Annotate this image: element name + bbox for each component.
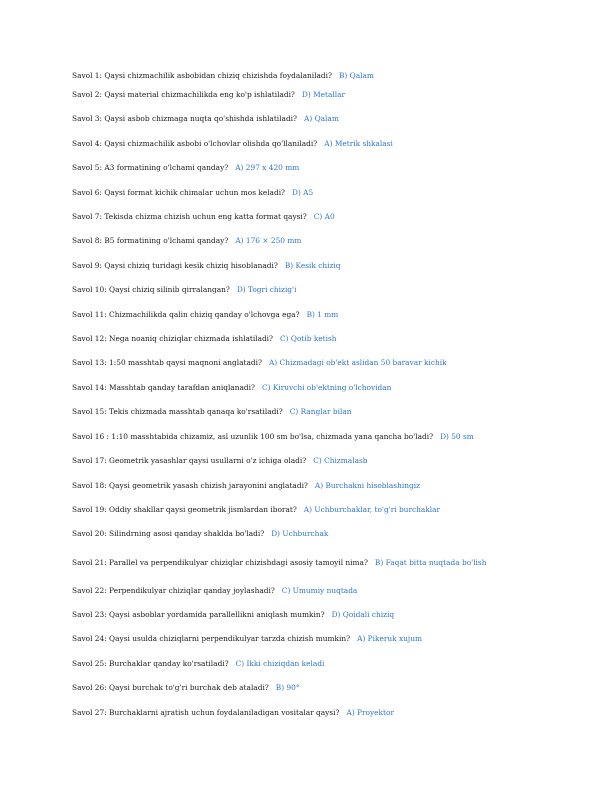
- answer-text: C) Chizmalasb: [313, 456, 368, 465]
- answer-text: D) 50 sm: [440, 432, 474, 441]
- question-item-17: [72, 456, 592, 466]
- answer-text: D) Qoidali chiziq: [331, 610, 395, 619]
- question-text: Savol 8: B5 formatining o'lchami qanday?: [72, 236, 229, 245]
- answer-text: C) Qotib ketish: [280, 334, 337, 343]
- question-text: Savol 17: Geometrik yasashlar qaysi usullarni o'z ichiga oladi?: [72, 456, 307, 465]
- question-text: Savol 7: Tekisda chizma chizish uchun eng katta format qaysi?: [72, 212, 307, 221]
- question-text: Savol 2: Qaysi material chizmachilikda eng ko'p ishlatiladi?: [72, 90, 295, 99]
- question-item-22: [72, 586, 592, 596]
- answer-text: A) Proyektor: [346, 708, 394, 717]
- question-item-20: [72, 529, 592, 539]
- question-text: Savol 24: Qaysi usulda chiziqlarni perpendikulyar tarzda chizish mumkin?: [72, 634, 351, 643]
- question-text: Savol 25: Burchaklar qanday ko'rsatiladi?: [72, 659, 229, 668]
- question-text: Savol 18: Qaysi geometrik yasash chizish jarayonini anglatadi?: [72, 481, 308, 490]
- question-item-11: [72, 310, 592, 320]
- question-item-23: [72, 610, 592, 620]
- question-item-9: [72, 261, 592, 271]
- question-item-3: [72, 114, 592, 124]
- question-text: Savol 13: 1:50 masshtab qaysi maqnoni anglatadi?: [72, 358, 262, 367]
- question-item-4: [72, 139, 592, 149]
- question-text: Savol 15: Tekis chizmada masshtab qanaqa ko'rsatiladi?: [72, 407, 283, 416]
- question-text: Savol 1: Qaysi chizmachilik asbobidan chiziq chizishda foydalaniladi?: [72, 71, 332, 80]
- question-text: Savol 11: Chizmachilikda qalin chiziq qanday o'lchovga ega?: [72, 310, 300, 319]
- question-text: Savol 3: Qaysi asbob chizmaga nuqta qo'shishda ishlatiladi?: [72, 114, 298, 123]
- answer-text: D) Uchburchak: [271, 529, 329, 538]
- answer-text: B) Qalam: [338, 71, 374, 80]
- answer-text: D) A5: [292, 188, 314, 197]
- answer-text: D) Togri chizig'i: [236, 285, 297, 294]
- question-item-25: [72, 659, 592, 669]
- question-text: Savol 20: Silindrning asosi qanday shaklda bo'ladi?: [72, 529, 265, 538]
- question-item-16: [72, 432, 592, 442]
- question-item-2: [72, 90, 592, 100]
- question-text: Savol 5: A3 formatining o'lchami qanday?: [72, 163, 229, 172]
- question-item-10: [72, 285, 592, 295]
- question-text: Savol 22: Perpendikulyar chiziqlar qanday joylashadi?: [72, 586, 275, 595]
- question-text: Savol 19: Oddiy shakllar qaysi geometrik jismlardan iborat?: [72, 505, 297, 514]
- question-item-14: [72, 383, 592, 393]
- question-item-6: [72, 188, 592, 198]
- answer-text: C) Ikki chiziqdan keladi: [235, 659, 325, 668]
- question-item-19: [72, 505, 592, 515]
- question-item-8: [72, 236, 592, 246]
- question-item-7: [72, 212, 592, 222]
- question-item-18: [72, 481, 592, 491]
- question-item-12: [72, 334, 592, 344]
- answer-text: B) 1 mm: [306, 310, 339, 319]
- question-item-24: [72, 634, 592, 644]
- answer-text: C) Ranglar bilan: [289, 407, 352, 416]
- question-text: Savol 10: Qaysi chiziq silinib qirralangan?: [72, 285, 230, 294]
- question-text: Savol 21: Parallel va perpendikulyar chiziqlar chizishdagi asosiy tamoyil nima?: [72, 558, 368, 567]
- question-text: Savol 27: Burchaklarni ajratish uchun foydalaniladigan vositalar qaysi?: [72, 708, 340, 717]
- question-text: Savol 26: Qaysi burchak to'g'ri burchak deb ataladi?: [72, 683, 269, 692]
- question-text: Savol 12: Nega noaniq chiziqlar chizmada ishlatiladi?: [72, 334, 274, 343]
- answer-text: C) Umumiy nuqtada: [281, 586, 358, 595]
- question-item-21: [72, 558, 592, 568]
- answer-text: A) 297 x 420 mm: [235, 163, 300, 172]
- question-item-26: [72, 683, 592, 693]
- answer-text: B) 90°: [275, 683, 300, 692]
- answer-text: A) Burchakni hisoblashingiz: [314, 481, 420, 490]
- answer-text: A) Pikeruk xujum: [357, 634, 422, 643]
- question-item-13: [72, 358, 592, 368]
- answer-text: A) Qalam: [304, 114, 339, 123]
- question-item-27: [72, 708, 592, 718]
- question-item-1: [72, 71, 592, 81]
- answer-text: C) A0: [313, 212, 335, 221]
- question-item-15: [72, 407, 592, 417]
- question-item-5: [72, 163, 592, 173]
- question-text: Savol 16 : 1:10 masshtabida chizamiz, asl uzunlik 100 sm bo'lsa, chizmada yana qancha bo'ladi?: [72, 432, 434, 441]
- answer-text: A) Metrik shkalasi: [324, 139, 393, 148]
- answer-text: B) Kesik chiziq: [284, 261, 341, 270]
- question-text: Savol 23: Qaysi asboblar yordamida parallellikni aniqlash mumkin?: [72, 610, 325, 619]
- answer-text: A) 176 × 250 mm: [235, 236, 302, 245]
- question-text: Savol 14: Masshtab qanday tarafdan aniqlanadi?: [72, 383, 255, 392]
- answer-text: D) Metallar: [301, 90, 346, 99]
- answer-text: B) Faqat bitta nuqtada bo'lish: [374, 558, 487, 567]
- answer-text: A) Uchburchaklar, to'g'ri burchaklar: [303, 505, 441, 514]
- question-text: Savol 9: Qaysi chiziq turidagi kesik chiziq hisoblanadi?: [72, 261, 278, 270]
- question-text: Savol 6: Qaysi format kichik chimalar uchun mos keladi?: [72, 188, 286, 197]
- answer-text: C) Kiruvchi ob'ektning o'lchovidan: [261, 383, 392, 392]
- answer-text: A) Chizmadagi ob'ekt aslidan 50 baravar kichik: [268, 358, 447, 367]
- question-text: Savol 4: Qaysi chizmachilik asbobi o'lchovlar olishda qo'llaniladi?: [72, 139, 318, 148]
